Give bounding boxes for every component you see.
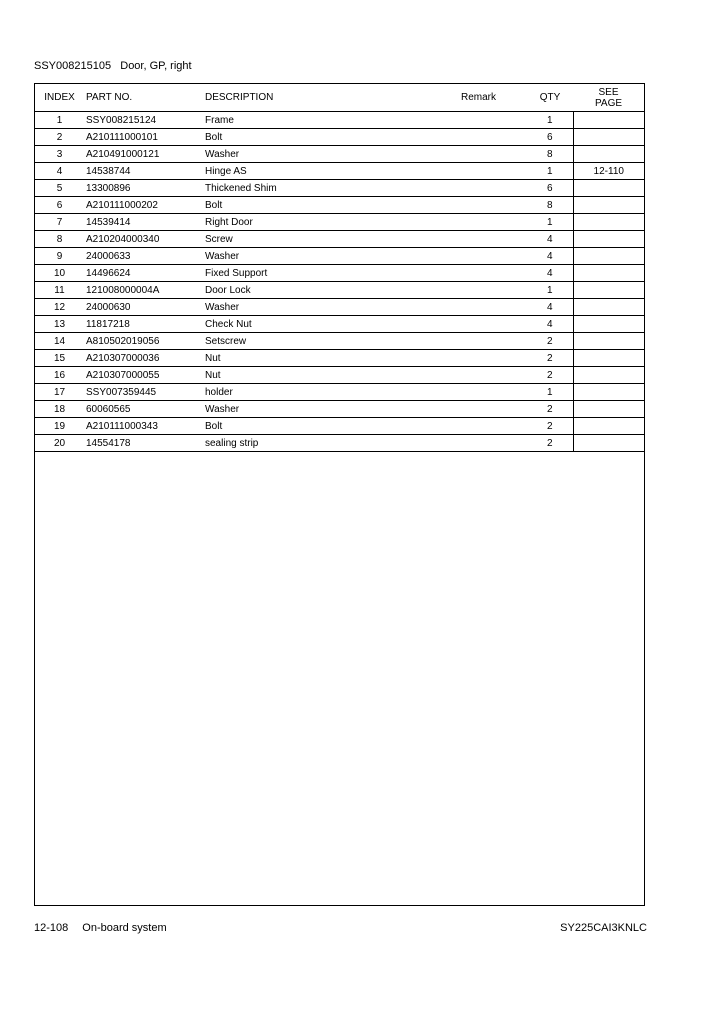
- cell-part-no: 60060565: [84, 401, 205, 418]
- parts-list-frame: [34, 83, 645, 906]
- cell-index: 4: [35, 163, 84, 180]
- column-header-qty: QTY: [527, 84, 573, 112]
- cell-description: Bolt: [205, 197, 461, 214]
- cell-qty: 1: [527, 282, 573, 299]
- section-name: On-board system: [82, 922, 167, 934]
- cell-description: Thickened Shim: [205, 180, 461, 197]
- column-header-see-page: [573, 84, 644, 112]
- parts-table: [35, 84, 644, 452]
- cell-index: 8: [35, 231, 84, 248]
- cell-part-no: A810502019056: [84, 333, 205, 350]
- cell-description: Door Lock: [205, 282, 461, 299]
- cell-index: 11: [35, 282, 84, 299]
- table-row: [35, 197, 644, 214]
- cell-index: 3: [35, 146, 84, 163]
- cell-remark: [461, 418, 527, 435]
- cell-see-page: [573, 299, 644, 316]
- cell-description: Screw: [205, 231, 461, 248]
- assembly-code: SSY008215105: [34, 60, 112, 72]
- cell-remark: [461, 180, 527, 197]
- table-row: [35, 401, 644, 418]
- cell-see-page: 12-110: [573, 163, 644, 180]
- cell-part-no: 14538744: [84, 163, 205, 180]
- cell-remark: [461, 248, 527, 265]
- table-row: [35, 112, 644, 129]
- cell-remark: [461, 146, 527, 163]
- cell-see-page: [573, 401, 644, 418]
- cell-index: 1: [35, 112, 84, 129]
- cell-description: Nut: [205, 350, 461, 367]
- cell-part-no: A210307000036: [84, 350, 205, 367]
- cell-qty: 2: [527, 435, 573, 452]
- cell-description: Right Door: [205, 214, 461, 231]
- table-row: [35, 180, 644, 197]
- table-row: [35, 129, 644, 146]
- page-number: 12-108: [34, 922, 69, 934]
- cell-see-page: [573, 316, 644, 333]
- cell-index: 19: [35, 418, 84, 435]
- cell-see-page: [573, 350, 644, 367]
- table-row: [35, 299, 644, 316]
- cell-qty: 1: [527, 112, 573, 129]
- cell-remark: [461, 214, 527, 231]
- cell-description: Bolt: [205, 129, 461, 146]
- cell-part-no: A210111000101: [84, 129, 205, 146]
- cell-part-no: 121008000004A: [84, 282, 205, 299]
- cell-remark: [461, 163, 527, 180]
- cell-index: 15: [35, 350, 84, 367]
- table-row: [35, 265, 644, 282]
- cell-index: 18: [35, 401, 84, 418]
- cell-qty: 2: [527, 367, 573, 384]
- cell-index: 10: [35, 265, 84, 282]
- cell-qty: 4: [527, 265, 573, 282]
- cell-index: 2: [35, 129, 84, 146]
- cell-part-no: SSY007359445: [84, 384, 205, 401]
- cell-part-no: 24000630: [84, 299, 205, 316]
- cell-part-no: 13300896: [84, 180, 205, 197]
- cell-qty: 4: [527, 231, 573, 248]
- cell-index: 7: [35, 214, 84, 231]
- cell-index: 6: [35, 197, 84, 214]
- cell-description: holder: [205, 384, 461, 401]
- cell-index: 17: [35, 384, 84, 401]
- cell-part-no: 11817218: [84, 316, 205, 333]
- cell-description: Frame: [205, 112, 461, 129]
- cell-part-no: A210111000343: [84, 418, 205, 435]
- cell-see-page: [573, 248, 644, 265]
- column-header-index: INDEX: [35, 84, 84, 112]
- cell-qty: 4: [527, 248, 573, 265]
- cell-description: sealing strip: [205, 435, 461, 452]
- cell-see-page: [573, 129, 644, 146]
- table-row: [35, 384, 644, 401]
- cell-description: Nut: [205, 367, 461, 384]
- cell-see-page: [573, 333, 644, 350]
- cell-see-page: [573, 282, 644, 299]
- table-row: [35, 282, 644, 299]
- cell-part-no: 14539414: [84, 214, 205, 231]
- page-header: [34, 60, 192, 72]
- cell-qty: 1: [527, 163, 573, 180]
- cell-qty: 2: [527, 333, 573, 350]
- cell-see-page: [573, 367, 644, 384]
- cell-see-page: [573, 112, 644, 129]
- cell-part-no: 24000633: [84, 248, 205, 265]
- table-row: [35, 367, 644, 384]
- table-header-row: [35, 84, 644, 112]
- cell-remark: [461, 129, 527, 146]
- cell-see-page: [573, 197, 644, 214]
- cell-remark: [461, 367, 527, 384]
- cell-index: 12: [35, 299, 84, 316]
- cell-description: Hinge AS: [205, 163, 461, 180]
- see-page-line1: SEE: [598, 86, 619, 98]
- cell-remark: [461, 384, 527, 401]
- cell-qty: 2: [527, 401, 573, 418]
- cell-description: Setscrew: [205, 333, 461, 350]
- cell-remark: [461, 231, 527, 248]
- cell-see-page: [573, 146, 644, 163]
- cell-qty: 8: [527, 197, 573, 214]
- cell-qty: 6: [527, 180, 573, 197]
- see-page-line2: PAGE: [594, 97, 623, 109]
- cell-qty: 4: [527, 299, 573, 316]
- column-header-part-no: PART NO.: [84, 84, 205, 112]
- cell-remark: [461, 282, 527, 299]
- table-row: [35, 316, 644, 333]
- cell-index: 9: [35, 248, 84, 265]
- cell-description: Bolt: [205, 418, 461, 435]
- table-row: [35, 418, 644, 435]
- table-row: [35, 248, 644, 265]
- cell-description: Fixed Support: [205, 265, 461, 282]
- table-row: [35, 350, 644, 367]
- column-header-remark: Remark: [461, 84, 527, 112]
- cell-part-no: A210204000340: [84, 231, 205, 248]
- cell-remark: [461, 299, 527, 316]
- cell-remark: [461, 350, 527, 367]
- parts-table-body: [35, 112, 644, 452]
- cell-part-no: 14554178: [84, 435, 205, 452]
- cell-index: 5: [35, 180, 84, 197]
- page-footer-left: [34, 922, 181, 934]
- cell-qty: 6: [527, 129, 573, 146]
- cell-remark: [461, 401, 527, 418]
- cell-remark: [461, 197, 527, 214]
- cell-description: Washer: [205, 248, 461, 265]
- cell-qty: 1: [527, 384, 573, 401]
- cell-index: 14: [35, 333, 84, 350]
- cell-description: Washer: [205, 299, 461, 316]
- table-row: [35, 231, 644, 248]
- cell-description: Check Nut: [205, 316, 461, 333]
- cell-see-page: [573, 418, 644, 435]
- cell-part-no: A210491000121: [84, 146, 205, 163]
- table-row: [35, 146, 644, 163]
- cell-part-no: A210307000055: [84, 367, 205, 384]
- cell-remark: [461, 265, 527, 282]
- cell-see-page: [573, 214, 644, 231]
- assembly-title: Door, GP, right: [120, 60, 192, 72]
- cell-qty: 8: [527, 146, 573, 163]
- cell-part-no: SSY008215124: [84, 112, 205, 129]
- cell-index: 16: [35, 367, 84, 384]
- cell-see-page: [573, 265, 644, 282]
- cell-see-page: [573, 231, 644, 248]
- cell-see-page: [573, 435, 644, 452]
- table-row: [35, 214, 644, 231]
- cell-part-no: A210111000202: [84, 197, 205, 214]
- cell-part-no: 14496624: [84, 265, 205, 282]
- table-row: [35, 163, 644, 180]
- cell-description: Washer: [205, 401, 461, 418]
- table-row: [35, 333, 644, 350]
- cell-remark: [461, 333, 527, 350]
- table-row: [35, 435, 644, 452]
- column-header-description: DESCRIPTION: [205, 84, 461, 112]
- cell-remark: [461, 112, 527, 129]
- cell-qty: 2: [527, 418, 573, 435]
- cell-see-page: [573, 384, 644, 401]
- cell-remark: [461, 435, 527, 452]
- cell-qty: 2: [527, 350, 573, 367]
- cell-qty: 1: [527, 214, 573, 231]
- cell-index: 13: [35, 316, 84, 333]
- cell-qty: 4: [527, 316, 573, 333]
- cell-description: Washer: [205, 146, 461, 163]
- cell-remark: [461, 316, 527, 333]
- cell-see-page: [573, 180, 644, 197]
- model-code: SY225CAI3KNLC: [560, 922, 647, 934]
- cell-index: 20: [35, 435, 84, 452]
